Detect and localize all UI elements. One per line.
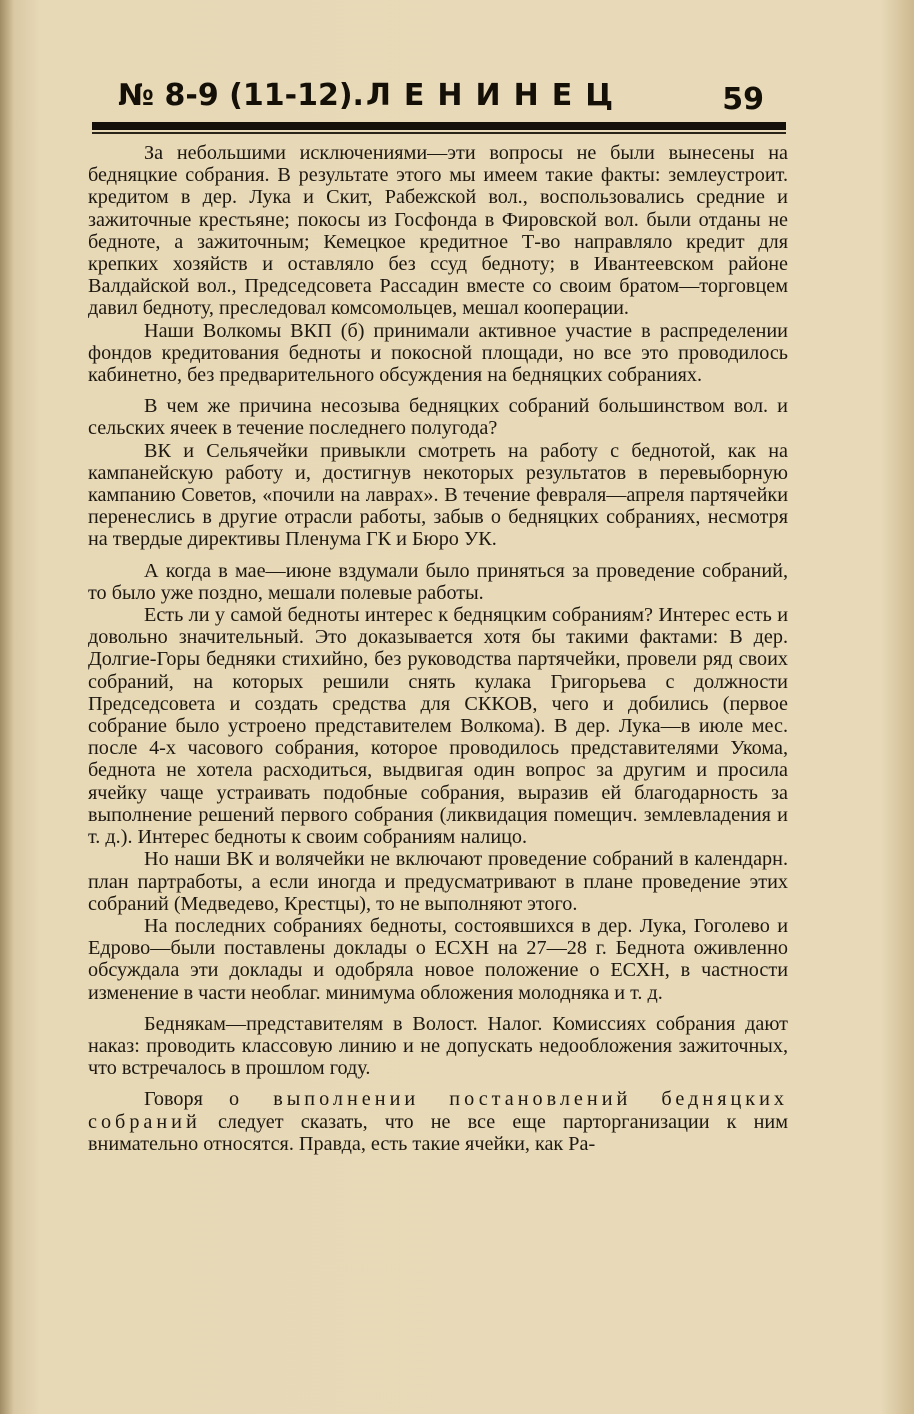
spaced-emphasis: о выполнении постановлений бедняцких собраний [88,1088,788,1133]
running-header [118,78,790,122]
journal-title: ЛЕНИНЕЦ [366,78,627,113]
paragraph-last [88,1088,788,1155]
lead-text: Говоря [144,1088,229,1111]
rest-text: следует сказать, что не все еще парторганизации к ним внимательно относятся. Правда, есть такие ячейки, как Ра- [88,1110,788,1155]
article-body [88,142,788,1155]
issue-number: № 8-9 (11-12). [118,78,364,113]
paragraph: Наши Волкомы ВКП (б) принимали активное участие в распределении фондов кредитования бедноты и покосной площади, но все это проводилось кабинетно, без предварительного обсуждения на бедняцких собраниях. [88,319,788,387]
page-number: 59 [722,82,764,117]
header-rule-thin [92,132,786,134]
paragraph: Есть ли у самой бедноты интерес к бедняцким собраниям? Интерес есть и довольно значительный. Это доказывается хотя бы такими фактами: В дер. Долгие-Горы бедняки стихийно, без руководства партячейки, провели ряд своих собраний, на которых решили снять кулака Григорьева с должности Председсовета и создать средства для СККОВ, чего и добились (первое собрание было устроено представителем Волкома). В дер. Лука—в июле мес. после 4-х часового собрания, которое проводилось представителями Укома, беднота не хотела расходиться, выдвигая один вопрос за другим и просила ячейку чаще устраивать подобные собрания, выразив ей благодарность за выполнение решений первого собрания (ликвидация помещич. землевладения и т. д.). Интерес бедноты к своим собраниям налицо. [88,604,788,849]
paragraph: Беднякам—представителям в Волост. Налог. Комиссиях собрания дают наказ: проводить классовую линию и не допускать недообложения зажиточных, что встречалось в прошлом году. [88,1012,788,1080]
paragraph: В чем же причина несозыва бедняцких собраний большинством вол. и сельских ячеек в течение последнего полугода? [88,395,788,440]
header-rule [92,122,786,130]
paragraph: За небольшими исключениями—эти вопросы не были вынесены на бедняцкие собрания. В результате этого мы имеем такие факты: землеустроит. кредитом в дер. Лука и Скит, Рабежской вол., воспользовались средние и зажиточные крестьяне; покосы из Госфонда в Фировской вол. были отданы не бедноте, а зажиточным; Кемецкое кредитное Т-во направляло кредит для крепких хозяйств и оставляло без ссуд бедноту; в Ивантеевском районе Валдайской вол., Председсовета Рассадин вместе со своим братом—торговцем давил бедноту, преследовал комсомольцев, мешал кооперации. [88,142,788,320]
paragraph: А когда в мае—июне вздумали было приняться за проведение собраний, то было уже поздно, мешали полевые работы. [88,559,788,604]
paragraph: Но наши ВК и волячейки не включают проведение собраний в календарн. план партработы, а если иногда и предусматривают в плане проведение этих собраний (Медведево, Крестцы), то не выполняют этого. [88,848,788,915]
paragraph: На последних собраниях бедноты, состоявшихся в дер. Лука, Гоголево и Едрово—были поставлены доклады о ЕСХН на 27—28 г. Беднота оживленно обсуждала эти доклады и одобряла новое положение о ЕСХН, в частности изменение в части необлаг. минимума обложения молодняка и т. д. [88,914,788,1004]
paragraph: ВК и Сельячейки привыкли смотреть на работу с беднотой, как на кампанейскую работу и, достигнув некоторых результатов в перевыборную кампанию Советов, «почили на лаврах». В течение февраля—апреля партячейки перенеслись в другие отрасли работы, забыв о бедняцких собраниях, несмотря на твердые директивы Пленума ГК и Бюро УК. [88,439,788,551]
